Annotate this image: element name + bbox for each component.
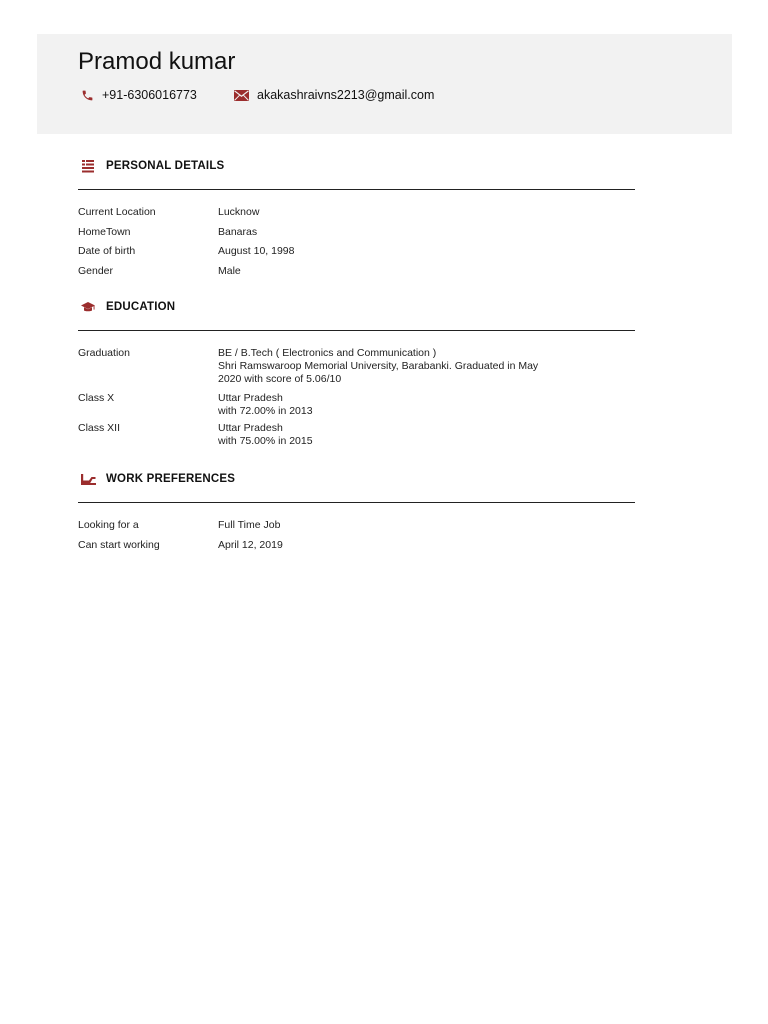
email-contact: [234, 87, 434, 103]
list-icon: [78, 160, 98, 173]
detail-label: Current Location: [78, 206, 156, 218]
detail-label: HomeTown: [78, 226, 131, 238]
education-section: [78, 297, 635, 447]
education-line: with 72.00% in 2013: [218, 405, 313, 417]
detail-value: August 10, 1998: [218, 245, 295, 257]
work-preferences-section: [78, 469, 635, 551]
phone-icon: [81, 89, 94, 102]
chair-icon: [78, 474, 98, 485]
education-title: EDUCATION: [106, 301, 176, 313]
graduation-cap-icon: [78, 302, 98, 313]
preference-value: April 12, 2019: [218, 539, 283, 551]
resume-header: [37, 34, 732, 134]
envelope-icon: [234, 90, 249, 101]
education-divider: [78, 330, 635, 331]
phone-number: +91-6306016773: [102, 88, 197, 102]
education-line: 2020 with score of 5.06/10: [218, 373, 342, 385]
education-header: [78, 297, 635, 317]
preference-value: Full Time Job: [218, 519, 281, 531]
work-preferences-divider: [78, 502, 635, 503]
education-value: [218, 422, 568, 448]
personal-details-header: [78, 156, 635, 176]
candidate-name: Pramod kumar: [78, 48, 236, 75]
work-preferences-header: [78, 469, 635, 489]
detail-value: Male: [218, 265, 241, 277]
education-value: [218, 392, 568, 418]
personal-details-section: [78, 156, 635, 277]
preference-label: Can start working: [78, 539, 160, 551]
detail-value: Lucknow: [218, 206, 260, 218]
phone-contact: [81, 87, 197, 103]
education-line: Shri Ramswaroop Memorial University, Barabanki. Graduated in May: [218, 360, 539, 372]
education-line: Uttar Pradesh: [218, 392, 283, 404]
personal-details-title: PERSONAL DETAILS: [106, 160, 225, 172]
education-label: Graduation: [78, 347, 130, 359]
education-line: BE / B.Tech ( Electronics and Communication ): [218, 347, 437, 359]
work-preferences-title: WORK PREFERENCES: [106, 473, 236, 485]
detail-label: Date of birth: [78, 245, 136, 257]
email-address: akakashraivns2213@gmail.com: [257, 88, 435, 102]
personal-details-divider: [78, 189, 635, 190]
education-label: Class X: [78, 392, 115, 404]
education-line: Uttar Pradesh: [218, 422, 283, 434]
education-line: with 75.00% in 2015: [218, 435, 313, 447]
preference-label: Looking for a: [78, 519, 139, 531]
detail-value: Banaras: [218, 226, 258, 238]
education-label: Class XII: [78, 422, 121, 434]
education-value: [218, 347, 568, 386]
detail-label: Gender: [78, 265, 114, 277]
